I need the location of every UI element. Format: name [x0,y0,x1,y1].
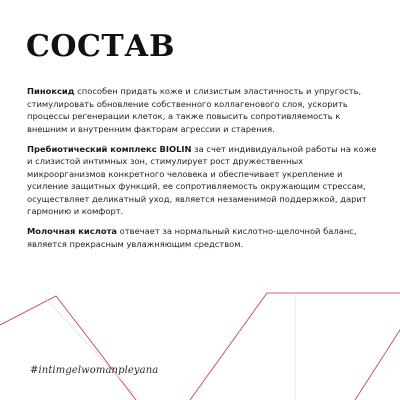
ingredient-name: Молочная кислота [27,226,118,236]
ingredient-description: способен придать коже и слизистым эластичность и упругость, стимулировать обновление собственного коллагенового слоя, ускорить процессы регенерации клеток, а также повысить сопротивляемость к внешним и внутренним факторам агрессии и старения. [27,86,362,134]
ingredient-paragraph-pinoxide [27,85,377,135]
page-title: СОСТАВ [26,29,176,64]
decorative-red-line-right [190,293,400,400]
decorative-red-line-diagonal [355,330,400,400]
ingredient-paragraph-lactic-acid [27,225,377,250]
ingredient-paragraph-biolin [27,143,377,218]
ingredients-text [27,85,377,258]
ingredient-description: за счет индивидуальной работы на коже и слизистой интимных зон, стимулирует рост дружественных микроорганизмов конкретного человека и обеспечивает укрепление и усиление защитных функций, ее сопротивляемость окружающим стрессам, осуществляет деликатный уход, является незаменимой поддержкой, дарит гармонию и комфорт. [27,143,377,216]
decorative-grey-line [45,298,140,400]
decorative-red-line-left [0,296,136,400]
ingredient-description: отвечает за нормальный кислотно-щелочной баланс, является прекрасным увлажняющим средством. [27,226,357,249]
ingredient-name: Пиноксид [27,86,75,96]
ingredient-name: Пребиотический комплекс BIOLIN [27,143,192,154]
hashtag: #intimgelwomanpleyana [30,365,159,376]
